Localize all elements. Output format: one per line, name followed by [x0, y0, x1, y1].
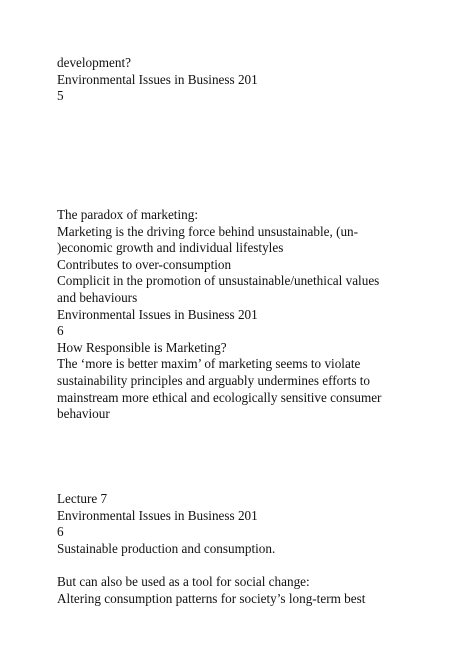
text-line: Marketing is the driving force behind unsustainable, (un- [57, 223, 359, 239]
text-line: sustainability principles and arguably undermines efforts to [57, 372, 371, 388]
text-line: Environmental Issues in Business 201 [57, 306, 258, 322]
text-line: Complicit in the promotion of unsustainable/unethical values [57, 273, 380, 289]
text-line: The paradox of marketing: [57, 207, 198, 222]
text-line: 6 [57, 524, 64, 540]
text-line: Sustainable production and consumption. [57, 540, 276, 556]
text-line: Lecture 7 [57, 491, 108, 506]
text-line: 5 [57, 88, 64, 104]
text-line: behaviour [57, 406, 110, 422]
text-line: Contributes to over-consumption [57, 256, 232, 272]
text-line: and behaviours [57, 289, 138, 305]
text-block-2 [57, 207, 457, 423]
text-line: But can also be used as a tool for social change: [57, 573, 310, 589]
text-line: Altering consumption patterns for society’s long-term best [57, 590, 366, 606]
text-line: mainstream more ethical and ecologically sensitive consumer [57, 389, 382, 405]
text-block-3 [57, 491, 457, 607]
blank-line [57, 557, 457, 574]
text-line: The ‘more is better maxim’ of marketing seems to violate [57, 356, 361, 372]
text-block-1 [57, 55, 457, 105]
text-line: Environmental Issues in Business 201 [57, 507, 258, 523]
text-line: How Responsible is Marketing? [57, 339, 227, 355]
text-line: )economic growth and individual lifestyles [57, 240, 284, 256]
text-line: development? [57, 55, 131, 70]
text-line: Environmental Issues in Business 201 [57, 71, 258, 87]
text-line: 6 [57, 323, 64, 339]
